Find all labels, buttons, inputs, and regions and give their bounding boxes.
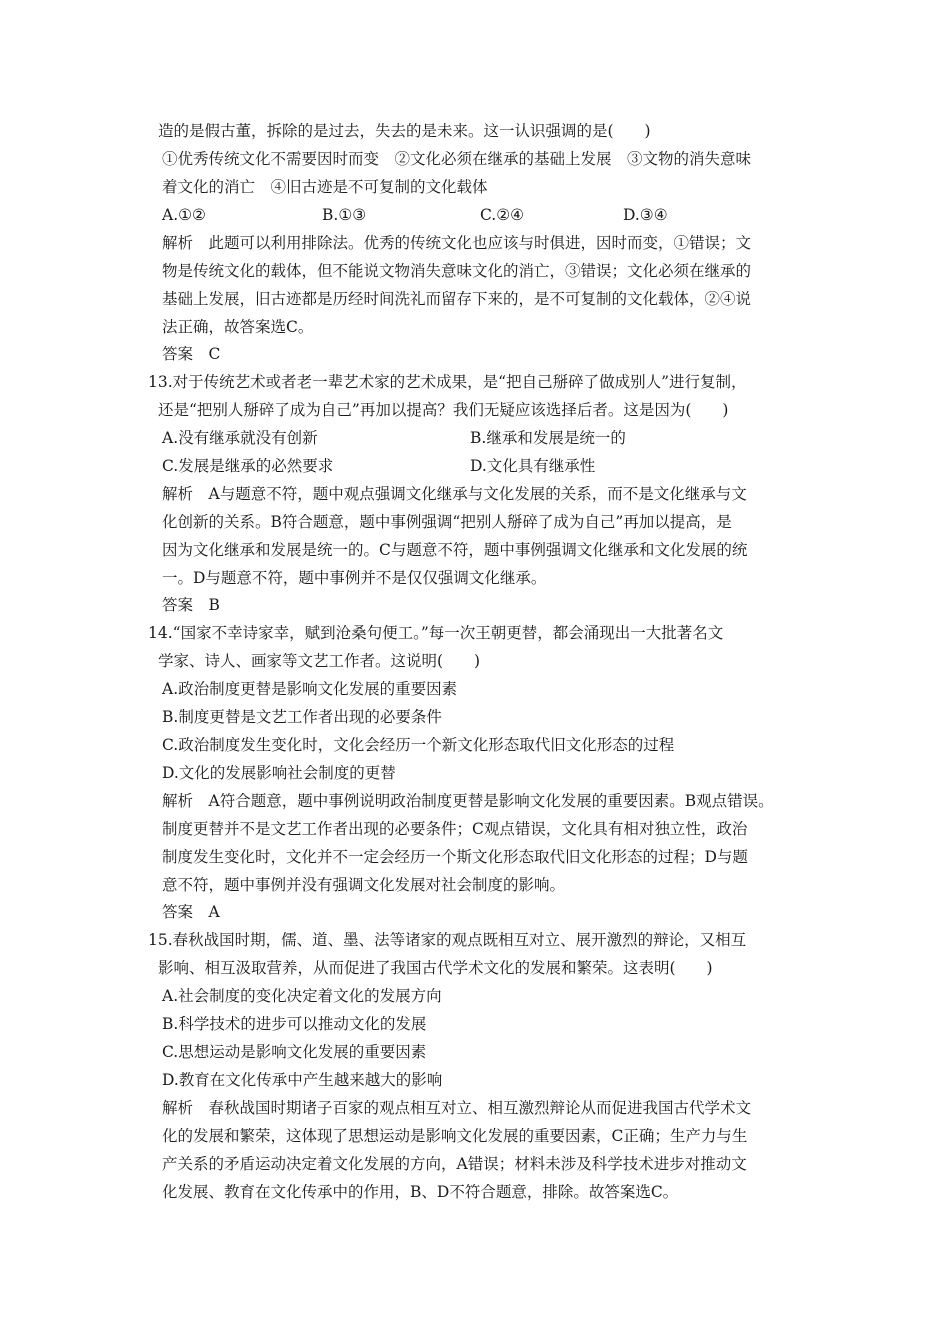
q14-option-c: C.政治制度发生变化时，文化会经历一个新文化形态取代旧文化形态的过程 [162,736,675,754]
q12-option-c: C.②④ [480,206,525,224]
q15-stem-line: 影响、相互汲取营养，从而促进了我国古代学术文化的发展和繁荣。这表明( ) [158,959,713,977]
q12-analysis-line: 物是传统文化的载体，但不能说文物消失意味文化的消亡，③错误；文化必须在继承的 [162,262,752,280]
q13-option-d: D.文化具有继承性 [470,457,596,475]
q12-statement-line: 着文化的消亡 ④旧古迹是不可复制的文化载体 [162,178,488,196]
q14-stem-line: 14.“国家不幸诗家幸，赋到沧桑句便工。”每一次王朝更替，都会涌现出一大批著名文 [148,624,724,642]
q12-stem: 造的是假古董，拆除的是过去，失去的是未来。这一认识强调的是( ) [158,122,651,140]
q15-analysis-line: 化的发展和繁荣，这体现了思想运动是影响文化发展的重要因素，C正确；生产力与生 [162,1127,748,1145]
q14-analysis-line: 意不符，题中事例并没有强调文化发展对社会制度的影响。 [162,876,566,894]
q14-analysis-line: 制度发生变化时，文化并不一定会经历一个斯文化形态取代旧文化形态的过程；D与题 [162,848,748,866]
q12-options [0,204,950,226]
q13-analysis-line: 解析 A与题意不符，题中观点强调文化继承与文化发展的关系，而不是文化继承与文 [162,485,747,503]
q12-answer: 答案 C [162,345,221,363]
q14-answer: 答案 A [162,903,220,921]
q15-analysis-line: 化发展、教育在文化传承中的作用，B、D不符合题意，排除。故答案选C。 [162,1183,679,1201]
q13-option-a: A.没有继承就没有创新 [162,429,318,447]
q12-statement-line: ①优秀传统文化不需要因时而变 ②文化必须在继承的基础上发展 ③文物的消失意味 [162,150,752,168]
q13-option-c: C.发展是继承的必然要求 [162,457,334,475]
q12-analysis-line: 解析 此题可以利用排除法。优秀的传统文化也应该与时俱进，因时而变，①错误；文 [162,234,752,252]
q12-analysis-line: 基础上发展，旧古迹都是历经时间洗礼而留存下来的，是不可复制的文化载体，②④说 [162,290,752,308]
q13-options-row2 [0,455,950,477]
q13-answer: 答案 B [162,596,220,614]
q14-stem-line: 学家、诗人、画家等文艺工作者。这说明( ) [158,652,481,670]
q14-option-a: A.政治制度更替是影响文化发展的重要因素 [162,680,458,698]
q15-option-b: B.科学技术的进步可以推动文化的发展 [162,1015,427,1033]
q14-option-d: D.文化的发展影响社会制度的更替 [162,764,396,782]
q15-analysis-line: 解析 春秋战国时期诸子百家的观点相互对立、相互激烈辩论从而促进我国古代学术文 [162,1099,752,1117]
q13-stem-line: 还是“把别人掰碎了成为自己”再加以提高？我们无疑应该选择后者。这是因为( ) [158,401,729,419]
q15-stem-line: 15.春秋战国时期，儒、道、墨、法等诸家的观点既相互对立、展开激烈的辩论，又相互 [148,931,747,949]
q14-analysis-line: 制度更替并不是文艺工作者出现的必要条件；C观点错误，文化具有相对独立性，政治 [162,820,748,838]
q13-option-b: B.继承和发展是统一的 [470,429,626,447]
q13-stem-line: 13.对于传统艺术或者老一辈艺术家的艺术成果，是“把自己掰碎了做成别人”进行复制， [148,373,747,391]
q13-analysis-line: 因为文化继承和发展是统一的。C与题意不符，题中事例强调文化继承和文化发展的统 [162,541,748,559]
q15-option-d: D.教育在文化传承中产生越来越大的影响 [162,1071,443,1089]
q15-option-a: A.社会制度的变化决定着文化的发展方向 [162,987,442,1005]
q13-analysis-line: 化创新的关系。B符合题意，题中事例强调“把别人掰碎了成为自己”再加以提高，是 [162,513,732,531]
q12-option-d: D.③④ [623,206,668,224]
q13-options-row1 [0,427,950,449]
q12-option-b: B.①③ [322,206,367,224]
q13-analysis-line: 一。D与题意不符，题中事例并不是仅仅强调文化继承。 [162,569,547,587]
q15-analysis-line: 产关系的矛盾运动决定着文化发展的方向，A错误；材料未涉及科学技术进步对推动文 [162,1155,747,1173]
q12-analysis-line: 法正确，故答案选C。 [162,318,314,336]
q12-option-a: A.①② [162,206,206,224]
q14-analysis-line: 解析 A符合题意，题中事例说明政治制度更替是影响文化发展的重要因素。B观点错误。 [162,792,774,810]
q15-option-c: C.思想运动是影响文化发展的重要因素 [162,1043,427,1061]
q14-option-b: B.制度更替是文艺工作者出现的必要条件 [162,708,442,726]
